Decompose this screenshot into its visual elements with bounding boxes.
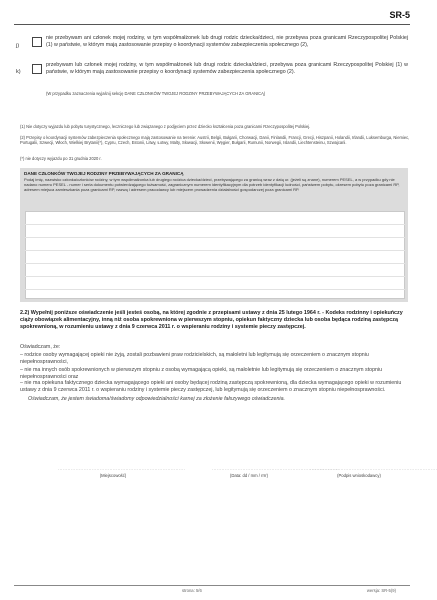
writing-line [25, 263, 405, 264]
option-k-checkbox[interactable] [32, 64, 42, 74]
signature-line[interactable]: ............................................................................... [310, 466, 437, 471]
form-version: wersja: SR-5(9) [366, 588, 396, 593]
writing-line [25, 237, 405, 238]
abroad-panel-title: DANE CZŁONKÓW TWOJEJ RODZINY PRZEBYWAJĄCYCH ZA GRANICĄ [24, 171, 184, 176]
statement-item-3: – nie ma opiekuna faktycznego dziecka wymagającego opieki ani osoby będącej rodziną zastępczą spokrewnioną, dla dziecka wymagającego opieki w rozumieniu ustawy z dnia 9 czerwca 2011 r. o wspieraniu rodziny i systemie pieczy zastępczej, lub legitymują się orzeczeniem o znacznym stopniu niepełnosprawności. [20, 380, 402, 393]
writing-line [25, 289, 405, 290]
place-line[interactable]: ............................................................................... [58, 466, 186, 471]
footnote-2: (2) Przepisy o koordynacji systemów zabezpieczenia społecznego mają zastosowanie na terenie: Austrii, Belgii, Bułgarii, Chorwacji, Danii, Finlandii, Francji, Grecji, Hiszpanii, Holandii, Irlandii, Luksemburga, Niemiec, Portugalii, Szwecji, Włoch, Wielkiej Brytanii(*), Cypru, Czech, Estonii, Litwy, Łotwy, Malty, Słowacji, Słowenii, Węgier, Bułgarii, Rumunii, Norwegii, Islandii, Liechtensteinu, Szwajcarii. [20, 135, 410, 146]
section-2-2-heading: 2.2) Wypełnij poniższe oświadczenie jeśli jesteś osobą, na której zgodnie z przepisami ustawy z dnia 25 lutego 1964 r. - Kodeks rodzinny i opiekuńczy ciąży obowiązek alimentacyjny, inną niż osoba spokrewniona w pierwszym stopniu, opiekun faktyczny dziecka lub osoba będąca rodziną zastępczą spokrewnioną, w rozumieniu ustawy z dnia 9 czerwca 2011 r. o wspieraniu rodziny i systemie pieczy zastępczej. [20, 310, 403, 330]
date-line[interactable]: ............................................................................... [212, 466, 340, 471]
place-caption: (Miejscowość) [99, 473, 127, 478]
statement-item-2: – nie ma innych osób spokrewnionych w pierwszym stopniu z osobą wymagającą opieki, są małoletnie lub legitymują się orzeczeniem o znacznym stopniu niepełnosprawności oraz [20, 367, 383, 380]
writing-line [25, 250, 405, 251]
option-j-text: nie przebywam ani członek mojej rodziny, w tym współmałżonek lub drugi rodzic dziecka/dzieci, nie przebywa poza granicami Rzeczypospolitej Polskiej (1) w państwie, w którym mają zastosowanie przepisy o koordynacji systemów zabezpieczenia społecznego (2), [46, 35, 408, 48]
writing-line [25, 276, 405, 277]
footnote-3: (*) nie dotyczy wyjazdu po 31 grudnia 2020 r. [20, 156, 102, 161]
writing-line [25, 224, 405, 225]
oath-statement: Oświadczam, że jestem świadoma/świadomy odpowiedzialności karnej za złożenie fałszywego oświadczenia. [28, 396, 286, 402]
statement-item-1: – rodzice osoby wymagającej opieki nie żyją, zostali pozbawieni praw rodzicielskich, są małoletni lub legitymują się orzeczeniem o znacznym stopniu niepełnosprawności, [20, 352, 369, 365]
option-j-checkbox[interactable] [32, 37, 42, 47]
top-rule [14, 24, 410, 25]
abroad-panel-description: Podaj imię, nazwisko członka/członków rodziny, w tym współmałżonka lub drugiego rodzica dziecka/dzieci, przebywającego za granicą wraz z datą ur. (jeżeli są znane), numerem PESEL, a w przypadku gdy nie nadano numeru PESEL - numer i seria dokumentu potwierdzającego tożsamość, zagranicznym numerem identyfikacyjnym dla potrzeb identyfikacji ludności, państwem pobytu, okresem pobytu poza granicami RP, adresem miejsca zamieszkania poza granicami RP, nazwą i adresem pracodawcy lub miejscem prowadzenia działalności gospodarczej poza granicami RP. [24, 177, 400, 192]
option-k-note: (W przypadku zaznaczenia wyjaśnij sekcję DANE CZŁONKÓW TWOJEJ RODZINY PRZEBYWAJĄCYCH ZA GRANICĄ) [46, 91, 266, 96]
footer-rule [14, 585, 410, 586]
option-k-letter: k) [16, 69, 21, 75]
footnote-1: (1) Nie dotyczy wyjazdu lub pobytu turystycznego, leczniczego lub związanego z podjęciem przez dziecko kształcenia poza granicami Rzeczypospolitej Polskiej. [20, 124, 311, 129]
form-code: SR-5 [389, 10, 410, 20]
option-j-letter: j) [16, 43, 20, 49]
date-caption: (Data: dd / mm / rrrr) [229, 473, 269, 478]
statement-intro: Oświadczam, że: [20, 344, 61, 350]
signature-caption: (Podpis wnioskodawcy) [337, 473, 381, 478]
option-k-text: przebywam lub członek mojej rodziny, w tym współmałżonek lub drugi rodzic dziecka/dzieci, przebywa poza granicami Rzeczypospolitej Polskiej (1) w państwie, w którym mają zastosowanie przepisy o koordynacji systemów zabezpieczenia społecznego (2). [46, 62, 408, 75]
page-number: strona: 5/6 [182, 588, 202, 593]
